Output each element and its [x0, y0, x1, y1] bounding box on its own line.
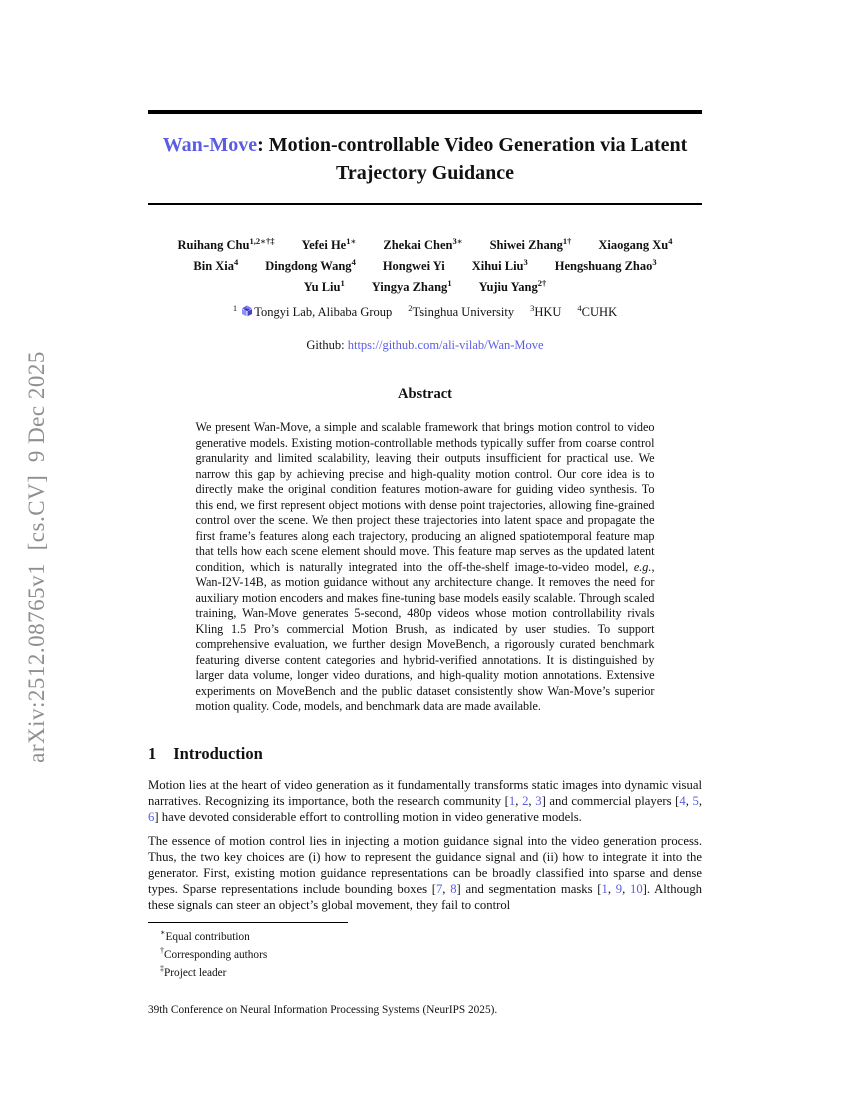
text-segment: We present Wan-Move, a simple and scalable framework that brings motion control to video generative models. Existing motion-controllable methods typically suffer from coarse control granularity and limited scalability, leaving their outputs insufficient for practical use. We narrow this gap by achieving precise and high-quality motion control. Our core idea is to directly make the original condition features motion-aware for guiding video synthesis. To this end, we first represent object motions with dense point trajectories, allowing fine-grained control over the scene. We then project these trajectories into latent space and propagate the first frame’s features along each trajectory, producing an aligned spatiotemporal feature map that tells how each scene element should move. This feature map serves as the updated latent condition, which is naturally integrated into the off-the-shelf image-to-video model,: [195, 420, 655, 574]
conference-footer: 39th Conference on Neural Information Processing Systems (NeurIPS 2025).: [148, 1003, 498, 1016]
citation-link[interactable]: 1: [601, 882, 608, 897]
footnote: [148, 926, 702, 944]
author-row: [148, 254, 702, 275]
author-name: [265, 254, 356, 275]
author-affiliation-marker: 4: [668, 235, 673, 246]
author-name-text: Bin Xia: [193, 258, 235, 273]
text-segment: , Wan-I2V-14B, as motion guidance without any architecture change. It removes the need for auxiliary motion encoders and makes fine-tuning base models easily scalable. Through scaled training, Wan-Move generates 5-second, 480p videos whose motion controllability rivals Kling 1.5 Pro’s commercial Motion Brush, as indicated by user studies. To support comprehensive evaluation, we further design MoveBench, a rigorously curated benchmark featuring diverse content categories and hybrid-verified annotations. It is distinguished by larger data volume, longer video durations, and high-quality motion annotations. Extensive experiments on MoveBench and the public dataset consistently show Wan-Move’s superior motion quality. Code, models, and benchmark data are made available.: [195, 559, 655, 714]
citation-link[interactable]: 7: [435, 882, 443, 897]
author-name-text: Zhekai Chen: [383, 237, 453, 252]
author-row: [148, 275, 702, 296]
footnote-marker: ‡: [160, 963, 164, 973]
author-name-text: Hongwei Yi: [382, 258, 445, 273]
author-name: [598, 233, 672, 254]
citation-link[interactable]: 6: [148, 809, 155, 824]
citation-link[interactable]: 10: [629, 882, 643, 897]
citation-link[interactable]: 1: [508, 793, 516, 808]
author-name: [301, 233, 356, 254]
affiliation: [530, 300, 561, 321]
text-segment: ] have devoted considerable effort to controlling motion in video generative models.: [154, 809, 582, 824]
author-name: [479, 275, 547, 296]
affiliation-line: [148, 300, 702, 321]
author-name-text: Yu Liu: [303, 279, 341, 294]
author-name: [193, 254, 238, 275]
text-segment: The essence of motion control lies in injecting a motion guidance signal into the video generation process. Thus, the two key choices are (i) how to represent the guidance signal and (ii) how to integrate it into the generator. First, existing motion guidance representations can be broadly classified into sparse and dense types. Sparse representations include bounding boxes [: [148, 833, 702, 897]
text-segment: ,: [698, 793, 703, 808]
affiliation-marker: 3: [530, 302, 535, 313]
text-segment: ,: [622, 882, 630, 897]
author-name-text: Shiwei Zhang: [489, 237, 563, 252]
footnote: [148, 962, 702, 980]
author-affiliation-marker: 2†: [537, 277, 547, 288]
author-name-text: Hengshuang Zhao: [554, 258, 653, 273]
text-segment: ]. Although these signals can steer an object’s global movement, they fail to control: [148, 882, 703, 913]
author-affiliation-marker: 1,2∗†‡: [249, 235, 275, 246]
section-title: Introduction: [173, 743, 263, 763]
text-segment: ,: [515, 793, 523, 808]
footnote-text: Equal contribution: [165, 931, 250, 944]
intro-paragraph-1: [148, 777, 702, 825]
author-affiliation-marker: 1∗: [346, 235, 357, 246]
affiliation-label: HKU: [534, 305, 562, 320]
footnote: [148, 944, 702, 962]
citation-link[interactable]: 4: [679, 793, 686, 808]
author-name: [304, 275, 345, 296]
author-block: [148, 233, 702, 296]
text-segment: ] and commercial players [: [541, 793, 680, 808]
affiliation-marker: 1: [232, 302, 238, 313]
affiliation-label: CUHK: [581, 305, 618, 320]
footnotes: [148, 926, 702, 979]
author-name-text: Xiaogang Xu: [598, 237, 669, 252]
author-name: [383, 233, 462, 254]
affiliation-marker: 2: [408, 302, 413, 313]
text-segment: ] and segmentation masks [: [456, 882, 602, 897]
github-line: [148, 338, 702, 353]
intro-paragraph-2: [148, 833, 702, 913]
text-segment: ,: [607, 882, 616, 897]
github-link[interactable]: https://github.com/ali-vilab/Wan-Move: [347, 338, 544, 353]
citation-link[interactable]: 2: [522, 793, 529, 808]
affiliation-label: Tongyi Lab, Alibaba Group: [254, 305, 393, 320]
author-affiliation-marker: 4: [234, 256, 239, 267]
author-row: [148, 233, 702, 254]
paper-title: [151, 131, 699, 187]
footnote-marker: †: [160, 946, 164, 956]
citation-link[interactable]: 5: [692, 793, 699, 808]
affiliation-marker: 4: [577, 302, 582, 313]
footnote-marker: ∗: [160, 928, 166, 938]
github-label: Github:: [306, 338, 348, 353]
author-name-text: Yefei He: [301, 237, 347, 252]
author-name: [490, 233, 572, 254]
paper-title-brand: Wan-Move: [162, 134, 258, 156]
author-name: [372, 275, 452, 296]
author-name-text: Dingdong Wang: [265, 258, 352, 273]
affiliation: [233, 300, 392, 321]
arxiv-watermark: arXiv:2512.08765v1 [cs.CV] 9 Dec 2025: [24, 351, 49, 763]
text-segment: ,: [685, 793, 693, 808]
author-name-text: Yujiu Yang: [478, 279, 538, 294]
abstract-text: [196, 420, 655, 715]
section-number: 1: [148, 743, 157, 763]
author-affiliation-marker: 1: [447, 277, 452, 288]
text-segment: ,: [442, 882, 451, 897]
text-segment: Motion lies at the heart of video generation as it fundamentally transforms static images into dynamic visual narratives. Recognizing its importance, both the research community [: [148, 777, 702, 808]
affiliation-label: Tsinghua University: [412, 305, 515, 320]
author-affiliation-marker: 1†: [562, 235, 572, 246]
author-name-text: Xihui Liu: [471, 258, 524, 273]
author-affiliation-marker: 1: [340, 277, 345, 288]
citation-link[interactable]: 8: [450, 882, 457, 897]
author-affiliation-marker: 4: [351, 256, 356, 267]
footnote-text: Project leader: [164, 966, 227, 979]
text-segment: ,: [528, 793, 536, 808]
author-name: [555, 254, 657, 275]
author-affiliation-marker: 3: [523, 256, 528, 267]
citation-link[interactable]: 3: [535, 793, 542, 808]
affiliation: [408, 300, 514, 321]
abstract-heading: Abstract: [398, 386, 452, 403]
paper-page: [148, 0, 702, 1016]
author-name: [472, 254, 528, 275]
author-affiliation-marker: 3∗: [452, 235, 463, 246]
citation-link[interactable]: 9: [615, 882, 623, 897]
paper-title-rest: : Motion-controllable Video Generation via Latent Trajectory Guidance: [257, 134, 688, 184]
author-name-text: Ruihang Chu: [177, 237, 250, 252]
footnote-text: Corresponding authors: [164, 948, 268, 961]
footnote-rule: [148, 922, 348, 923]
author-name: [383, 254, 445, 275]
author-name-text: Yingya Zhang: [371, 279, 448, 294]
author-name: [178, 233, 275, 254]
tongyi-lab-logo-icon: [241, 305, 253, 317]
title-rule-top: [148, 110, 702, 114]
text-segment: e.g.: [633, 559, 652, 574]
author-affiliation-marker: 3: [652, 256, 657, 267]
section-heading-introduction: [148, 744, 702, 764]
affiliation: [577, 300, 617, 321]
title-rule-bottom: [148, 203, 702, 205]
